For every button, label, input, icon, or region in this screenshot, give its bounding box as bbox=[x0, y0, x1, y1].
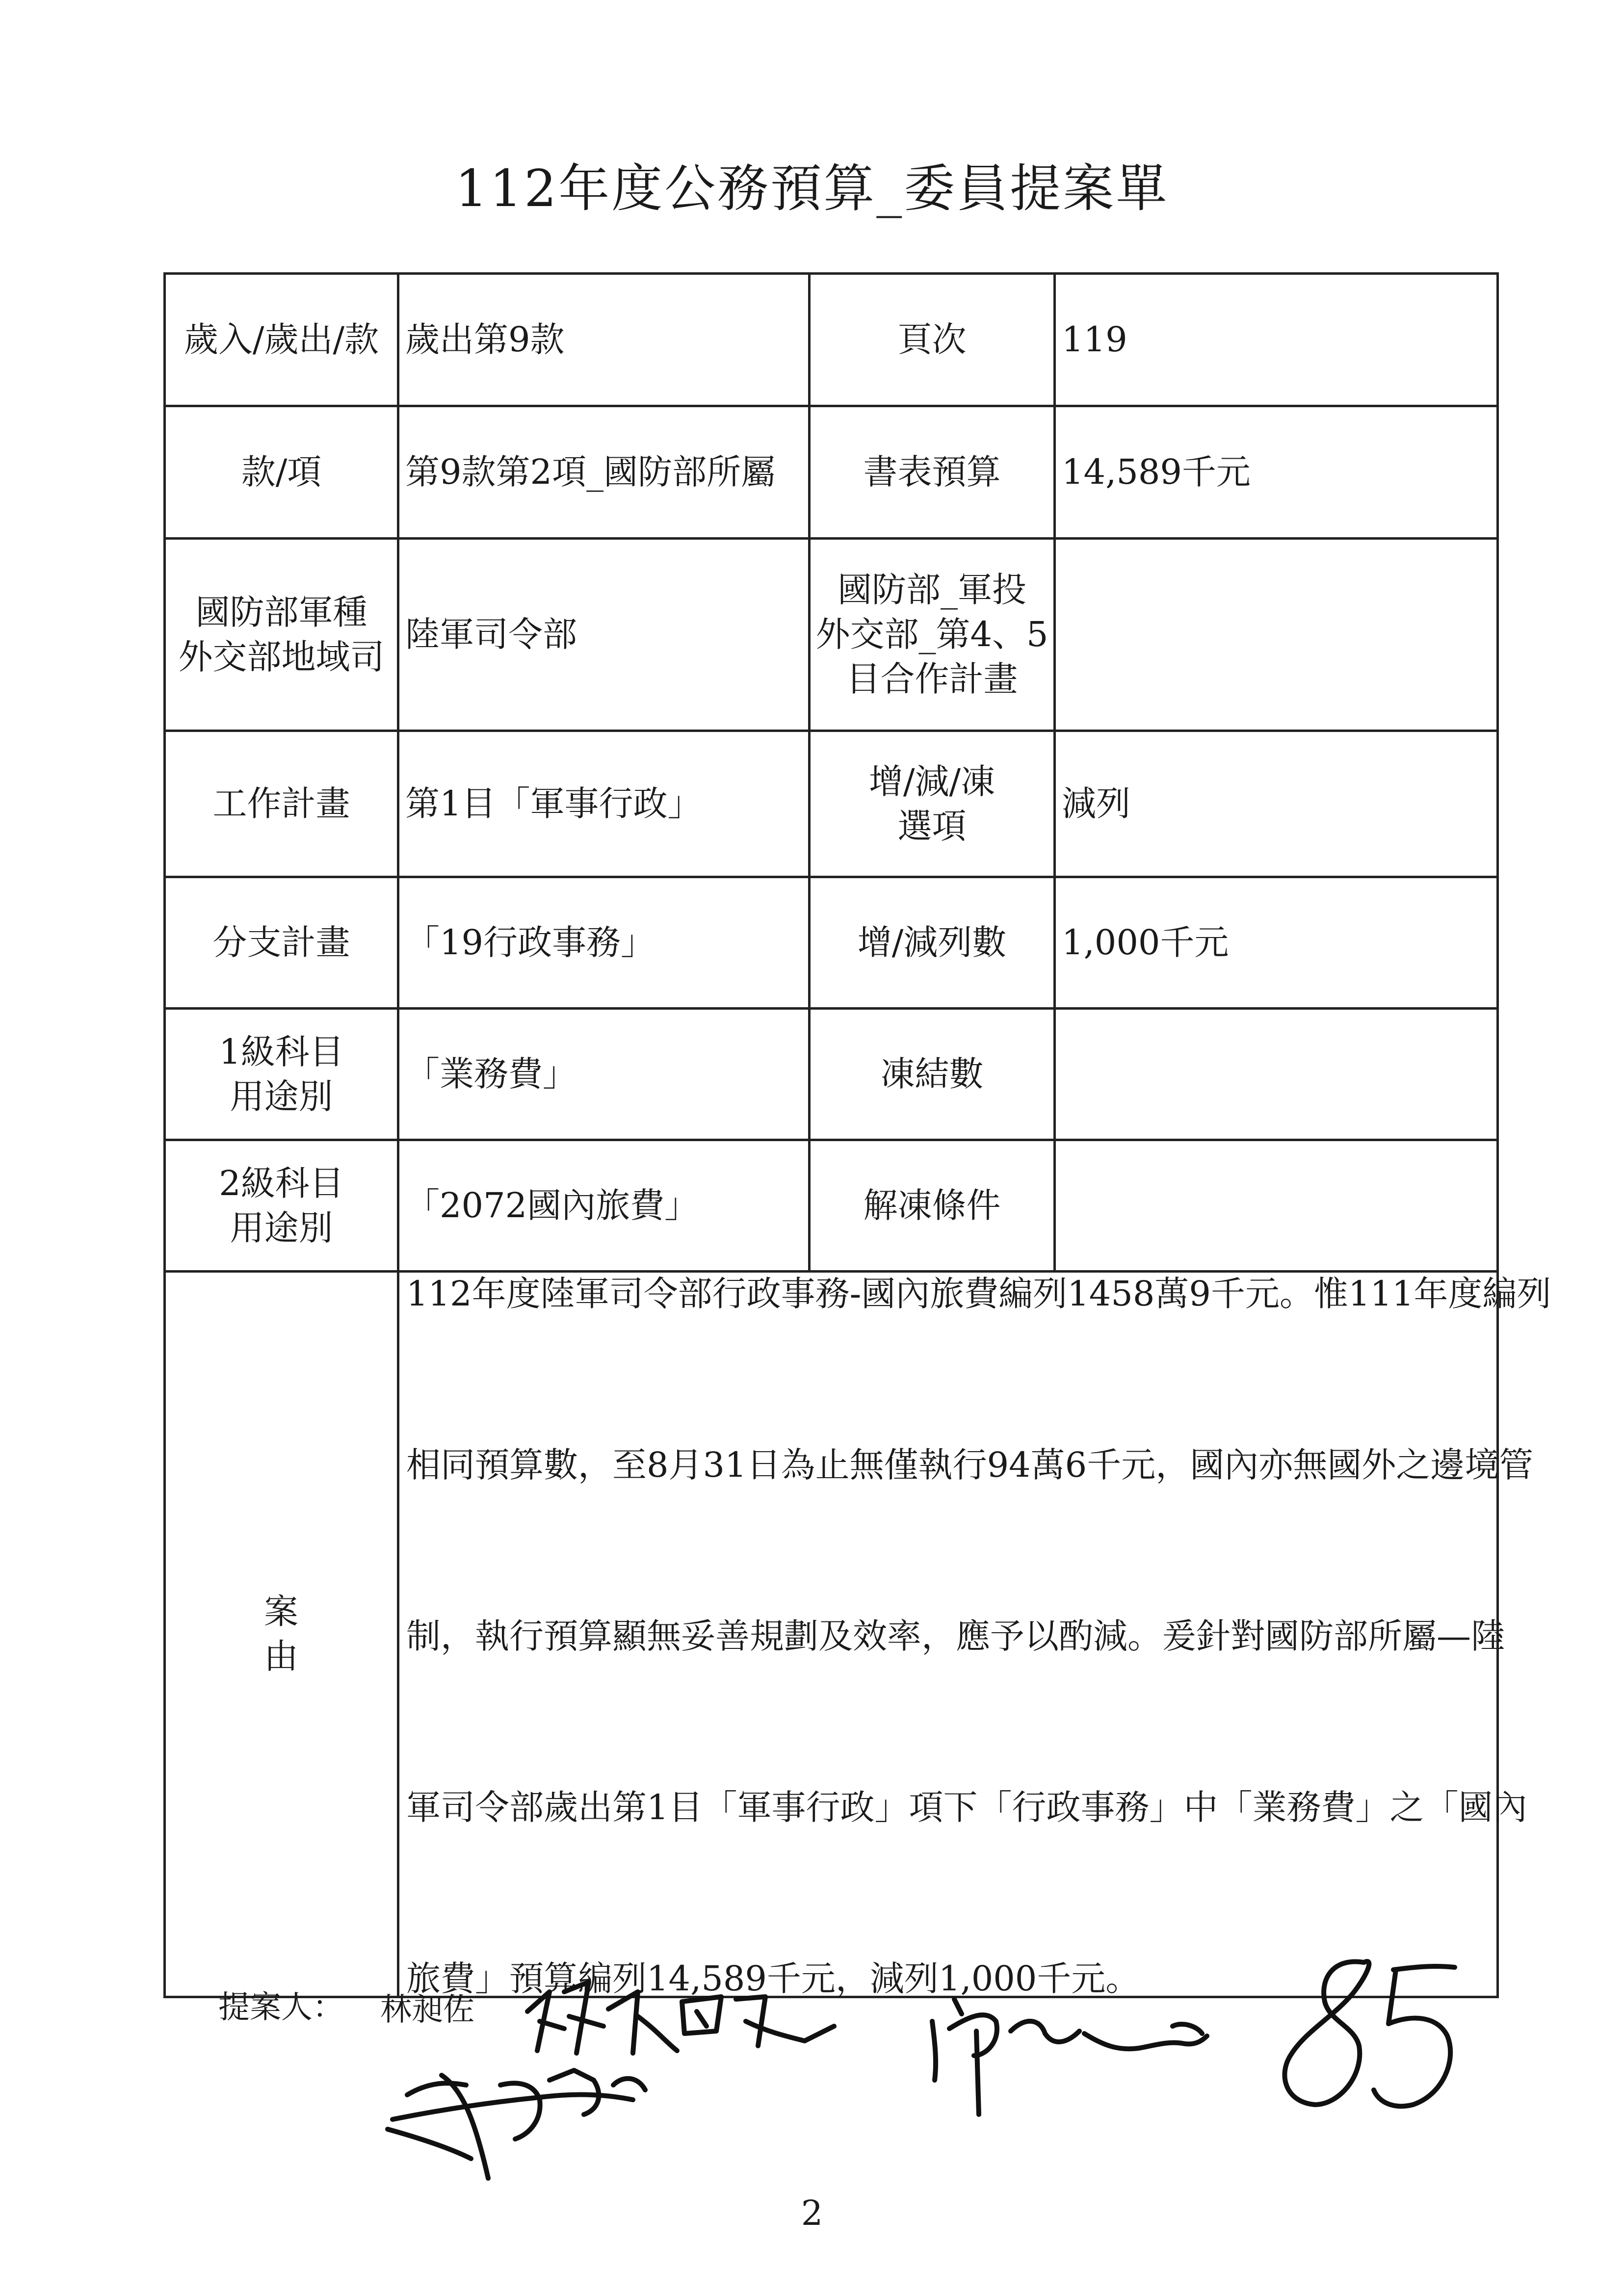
field-value-level1: 「業務費」 bbox=[398, 1009, 810, 1140]
field-label-unfreeze: 解凍條件 bbox=[810, 1140, 1055, 1272]
field-label-budget: 書表預算 bbox=[810, 406, 1055, 539]
field-label-level2: 2級科目 用途別 bbox=[165, 1140, 398, 1272]
field-label-cooperation: 國防部_軍投 外交部_第4、5 目合作計畫 bbox=[810, 539, 1055, 731]
field-label-change-amount: 增/減列數 bbox=[810, 877, 1055, 1009]
reason-line: 旅費」預算編列14,589千元，減列1,000千元。 bbox=[406, 1958, 1140, 1999]
field-label-page: 頁次 bbox=[810, 274, 1055, 406]
field-value-branch: 陸軍司令部 bbox=[398, 539, 810, 731]
field-label-option: 增/減/凍 選項 bbox=[810, 731, 1055, 877]
reason-line: 軍司令部歲出第1目「軍事行政」項下「行政事務」中「業務費」之「國內 bbox=[406, 1787, 1527, 1827]
field-value-account: 歲出第9款 bbox=[398, 274, 810, 406]
field-value-page: 119 bbox=[1055, 274, 1498, 406]
field-value-budget: 14,589千元 bbox=[1055, 406, 1498, 539]
signature-main bbox=[527, 1982, 834, 2053]
signature-number bbox=[1284, 1961, 1455, 2106]
page-number: 2 bbox=[801, 2193, 823, 2233]
reason-line: 112年度陸軍司令部行政事務-國內旅費編列1458萬9千元。惟111年度編列 bbox=[406, 1274, 1551, 1314]
form-title: 112年度公務預算_委員提案單 bbox=[455, 158, 1169, 218]
field-value-option: 減列 bbox=[1055, 731, 1498, 877]
field-label-level1: 1級科目 用途別 bbox=[165, 1009, 398, 1140]
reason-line: 相同預算數，至8月31日為止無僅執行94萬6千元，國內亦無國外之邊境管 bbox=[406, 1445, 1534, 1485]
signature-second bbox=[932, 1999, 1207, 2114]
field-label-sub-plan: 分支計畫 bbox=[165, 877, 398, 1009]
field-value-level2: 「2072國內旅費」 bbox=[398, 1140, 810, 1272]
field-label-frozen: 凍結數 bbox=[810, 1009, 1055, 1140]
reason-label: 案由 bbox=[165, 1272, 398, 1997]
proposer-label: 提案人： bbox=[218, 1989, 344, 2026]
field-label-section: 款/項 bbox=[165, 406, 398, 539]
field-value-work-plan: 第1目「軍事行政」 bbox=[398, 731, 810, 877]
signature-third bbox=[388, 2070, 645, 2178]
proposer-name: 林昶佐 bbox=[380, 1992, 474, 2028]
field-label-work-plan: 工作計畫 bbox=[165, 731, 398, 877]
field-value-section: 第9款第2項_國防部所屬 bbox=[398, 406, 810, 539]
reason-line: 制，執行預算顯無妥善規劃及效率，應予以酌減。爰針對國防部所屬—陸 bbox=[406, 1616, 1505, 1656]
field-label-account: 歲入/歲出/款 bbox=[165, 274, 398, 406]
field-label-branch: 國防部軍種 外交部地域司 bbox=[165, 539, 398, 731]
field-value-sub-plan: 「19行政事務」 bbox=[398, 877, 810, 1009]
field-value-change-amount: 1,000千元 bbox=[1055, 877, 1498, 1009]
